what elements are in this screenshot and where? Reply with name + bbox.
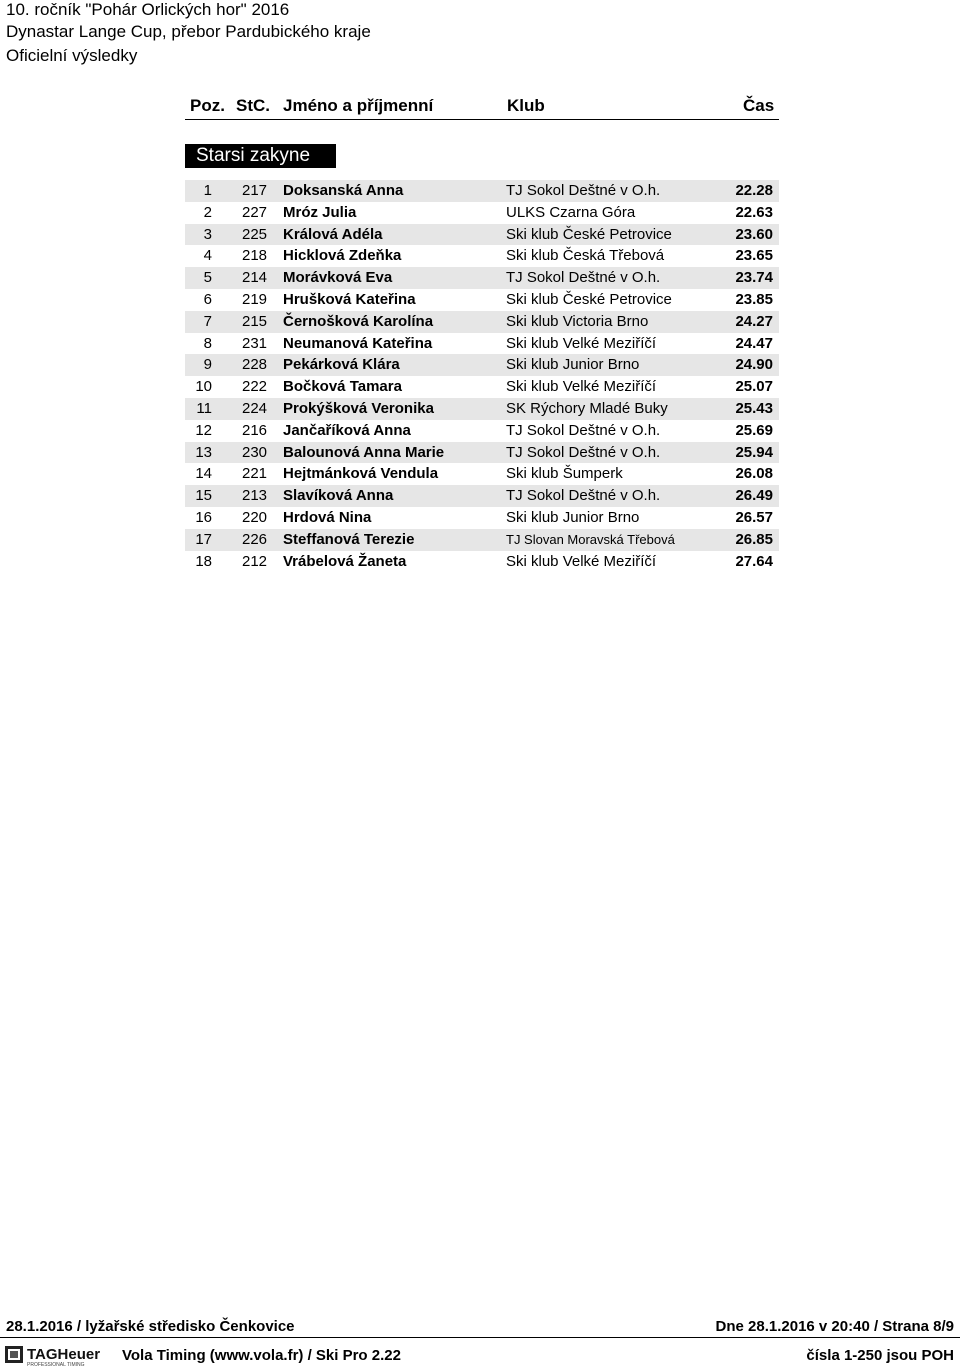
table-row <box>185 485 779 507</box>
cell-start-number: 227 <box>242 203 268 221</box>
cell-time: 23.74 <box>735 269 773 287</box>
cell-club: Ski klub Velké Meziříčí <box>506 552 657 570</box>
table-row <box>185 442 779 464</box>
cell-time: 25.69 <box>735 421 773 439</box>
table-row <box>185 507 779 529</box>
cell-start-number: 219 <box>242 290 268 308</box>
cell-athlete-name: Pekárková Klára <box>283 356 400 374</box>
footer-divider <box>0 1337 960 1338</box>
cell-club: Ski klub Česká Třebová <box>506 247 665 265</box>
cell-athlete-name: Hicklová Zdeňka <box>283 247 402 265</box>
cell-athlete-name: Steffanová Terezie <box>283 530 415 548</box>
cell-club: TJ Slovan Moravská Třebová <box>506 531 675 547</box>
cell-club: TJ Sokol Deštné v O.h. <box>506 182 661 199</box>
cell-time: 25.43 <box>735 399 773 417</box>
cell-time: 25.07 <box>735 378 773 396</box>
event-title: 10. ročník "Pohár Orlických hor" 2016 <box>6 0 290 19</box>
cell-start-number: 230 <box>242 443 268 461</box>
cell-time: 26.49 <box>735 487 773 505</box>
cell-start-number: 222 <box>242 378 268 396</box>
cell-time: 24.47 <box>735 334 773 352</box>
table-row <box>185 354 779 376</box>
table-row <box>185 398 779 420</box>
cell-position: 11 <box>196 399 212 417</box>
col-header-poz: Poz. <box>190 96 225 115</box>
logo-subtext: PROFESSIONAL TIMING <box>27 1362 85 1368</box>
table-row <box>185 311 779 333</box>
footer-timing-software: Vola Timing (www.vola.fr) / Ski Pro 2.22 <box>122 1347 401 1364</box>
cell-position: 16 <box>195 508 212 526</box>
cell-club: Ski klub Velké Meziříčí <box>506 334 657 352</box>
table-row <box>185 529 779 551</box>
cell-time: 26.57 <box>735 508 773 526</box>
cell-start-number: 225 <box>242 225 268 243</box>
cell-club: Ski klub Velké Meziříčí <box>506 378 657 396</box>
cell-time: 22.28 <box>735 182 773 199</box>
cell-athlete-name: Hejtmánková Vendula <box>283 465 439 483</box>
cell-athlete-name: Králová Adéla <box>283 225 383 243</box>
cell-club: TJ Sokol Deštné v O.h. <box>506 487 661 505</box>
tagheuer-logo <box>4 1342 116 1368</box>
table-row <box>185 333 779 355</box>
cell-club: TJ Sokol Deštné v O.h. <box>506 269 661 287</box>
cell-position: 9 <box>203 356 212 374</box>
cell-start-number: 224 <box>242 399 268 417</box>
logo-text: TAGHeuer <box>27 1346 101 1363</box>
cell-club: TJ Sokol Deštné v O.h. <box>506 421 661 439</box>
cell-athlete-name: Doksanská Anna <box>283 182 404 199</box>
table-row <box>185 463 779 485</box>
table-row <box>185 245 779 267</box>
results-table <box>185 180 779 572</box>
footer-date-venue: 28.1.2016 / lyžařské středisko Čenkovice <box>6 1318 295 1335</box>
cell-club: Ski klub Junior Brno <box>506 508 640 526</box>
cell-start-number: 228 <box>242 356 268 374</box>
cell-position: 3 <box>203 225 212 243</box>
header-divider <box>185 119 779 120</box>
cell-time: 27.64 <box>735 552 773 570</box>
cell-position: 13 <box>195 443 212 461</box>
cell-start-number: 215 <box>242 312 268 330</box>
cell-club: Ski klub Junior Brno <box>506 356 640 374</box>
footer-note: čísla 1-250 jsou POH <box>806 1347 954 1364</box>
cell-start-number: 220 <box>242 508 268 526</box>
cell-club: TJ Sokol Deštné v O.h. <box>506 443 661 461</box>
cell-position: 2 <box>203 203 212 221</box>
cell-start-number: 221 <box>242 465 268 483</box>
cell-time: 23.85 <box>735 290 773 308</box>
table-row <box>185 420 779 442</box>
cell-position: 14 <box>195 465 212 483</box>
category-label: Starsi zakyne <box>185 144 336 168</box>
col-header-time: Čas <box>743 96 775 115</box>
cell-time: 26.85 <box>735 530 773 548</box>
cell-position: 15 <box>195 487 212 505</box>
cell-athlete-name: Bočková Tamara <box>283 378 402 396</box>
table-row <box>185 180 779 202</box>
cell-start-number: 217 <box>242 182 268 199</box>
cell-club: Ski klub České Petrovice <box>506 225 672 243</box>
cell-start-number: 212 <box>242 552 268 570</box>
cell-athlete-name: Neumanová Kateřina <box>283 334 433 352</box>
cell-position: 4 <box>203 247 212 265</box>
cell-time: 22.63 <box>735 203 773 221</box>
cell-position: 6 <box>203 290 212 308</box>
cell-athlete-name: Slavíková Anna <box>283 487 394 505</box>
cell-time: 24.27 <box>735 312 773 330</box>
cell-athlete-name: Hrdová Nina <box>283 508 372 526</box>
cell-position: 12 <box>195 421 212 439</box>
cell-athlete-name: Vrábelová Žaneta <box>283 552 407 570</box>
col-header-club: Klub <box>507 96 545 115</box>
cell-athlete-name: Mróz Julia <box>283 203 357 221</box>
table-row <box>185 289 779 311</box>
cell-position: 18 <box>195 552 212 570</box>
table-row <box>185 267 779 289</box>
cell-start-number: 213 <box>242 487 268 505</box>
cell-athlete-name: Balounová Anna Marie <box>283 443 445 461</box>
table-row <box>185 376 779 398</box>
col-header-stc: StC. <box>236 96 270 115</box>
cell-start-number: 216 <box>242 421 268 439</box>
cell-position: 8 <box>203 334 212 352</box>
cell-position: 5 <box>203 269 212 287</box>
table-row <box>185 551 779 573</box>
cell-athlete-name: Prokýšková Veronika <box>283 399 434 417</box>
cell-position: 17 <box>195 530 212 548</box>
cell-start-number: 231 <box>242 334 268 352</box>
table-row <box>185 224 779 246</box>
cell-club: ULKS Czarna Góra <box>506 203 636 221</box>
cell-position: 10 <box>195 378 212 396</box>
cell-athlete-name: Jančaříková Anna <box>283 421 411 439</box>
table-row <box>185 202 779 224</box>
cell-athlete-name: Černošková Karolína <box>283 312 434 330</box>
cell-start-number: 218 <box>242 247 268 265</box>
cell-club: Ski klub Šumperk <box>506 465 623 483</box>
cell-position: 1 <box>203 182 212 199</box>
cell-start-number: 214 <box>242 269 268 287</box>
cell-time: 24.90 <box>735 356 773 374</box>
document-type: Oficielní výsledky <box>6 46 138 65</box>
cell-start-number: 226 <box>242 530 268 548</box>
cell-position: 7 <box>203 312 212 330</box>
cell-club: SK Rýchory Mladé Buky <box>506 399 668 417</box>
cell-club: Ski klub České Petrovice <box>506 290 672 308</box>
event-subtitle: Dynastar Lange Cup, přebor Pardubického kraje <box>6 22 371 41</box>
cell-club: Ski klub Victoria Brno <box>506 312 649 330</box>
footer-print-info: Dne 28.1.2016 v 20:40 / Strana 8/9 <box>715 1318 954 1335</box>
cell-athlete-name: Hrušková Kateřina <box>283 290 416 308</box>
cell-time: 26.08 <box>735 465 773 483</box>
col-header-name: Jméno a příjmenní <box>283 96 434 115</box>
cell-time: 25.94 <box>735 443 773 461</box>
cell-time: 23.65 <box>735 247 773 265</box>
cell-athlete-name: Morávková Eva <box>283 269 393 287</box>
cell-time: 23.60 <box>735 225 773 243</box>
